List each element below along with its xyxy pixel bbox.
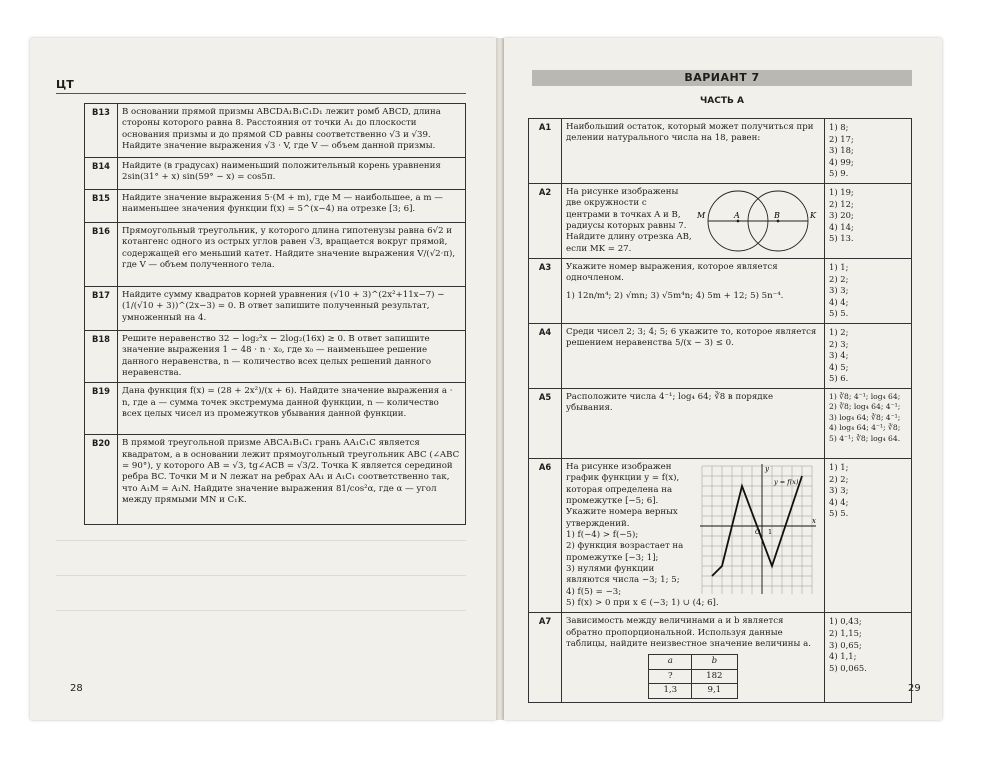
answer-options: 1) 19; 2) 12; 3) 20; 4) 14; 5) 13. [825,183,912,258]
table-cell: 9,1 [692,684,737,698]
task-cell [562,183,825,258]
book-spine [496,38,504,720]
task-number: B20 [85,435,118,525]
task-row [529,119,912,184]
task-number: B13 [85,104,118,158]
label-b: B [774,210,780,220]
task-text: Наибольший остаток, который может получиться при делении натурального числа на 18, равен: [562,119,825,184]
task-number: A4 [529,324,562,389]
answer-options: 1) ∛8; 4⁻¹; log₄ 64; 2) ∛8; log₄ 64; 4⁻¹; 3) log₄ 64; ∛8; 4⁻¹; 4) log₄ 64; 4⁻¹; ∛8; 5) 4⁻¹; ∛8; log₄ 64. [825,388,912,458]
task-number: A6 [529,458,562,612]
table-cell: 182 [692,669,737,683]
page-number: 28 [70,683,83,694]
page-number: 29 [908,683,921,694]
task-text: Найдите (в градусах) наименьший положительный корень уравнения 2sin(31° + x) sin(59° − x) = cos5π. [118,158,466,190]
running-header: ЦТ [56,78,466,94]
data-table [648,654,737,698]
task-text: Среди чисел 2; 3; 4; 5; 6 укажите то, которое является решением неравенства 5/(x − 3) ≤ 0. [562,324,825,389]
table-header-row [649,655,737,669]
y-axis-label: y [765,464,769,473]
part-title: ЧАСТЬ А [700,96,744,106]
task-number: A1 [529,119,562,184]
task-number: A2 [529,183,562,258]
task-expressions: 1) 12n/m⁴; 2) √mn; 3) √5m⁴n; 4) 5m + 12; 5) 5n⁻⁴. [566,290,784,301]
task-row [529,613,912,702]
table-row [649,684,737,698]
answer-options: 1) 1; 2) 2; 3) 3; 4) 4; 5) 5. [825,259,912,324]
task-text: Расположите числа 4⁻¹; log₄ 64; ∛8 в порядке убывания. [562,388,825,458]
task-row [85,435,466,525]
task-row [85,158,466,190]
unit-label: 1 [768,527,773,536]
answer-options: 1) 2; 2) 3; 3) 4; 4) 5; 5) 6. [825,324,912,389]
task-row [529,458,912,612]
label-m: M [697,210,706,220]
origin-label: O [755,527,761,536]
task-text: Зависимость между величинами a и b является обратно пропорциональной. Используя данные таблицы, найдите неизвестное значение величины a. [566,616,811,650]
task-number: B15 [85,190,118,223]
task-text: В прямой треугольной призме ABCA₁B₁C₁ грань AA₁C₁C является квадратом, а в основании лежит прямоугольный треугольник ABC (∠ABC = 90°), у которого AB = √3, tg∠ACB = √3/2. Точка K является серединой ребра BC. Точки M и N лежат на ребрах AA₁ и A₁C₁ соответственно так, что A₁M = A₁N. Найдите значение выражения 81/cos²α, где α — угол между прямыми MN и C₁K. [118,435,466,525]
task-text: Найдите сумму квадратов корней уравнения (√10 + 3)^(2x²+11x−7) − (1/(√10 + 3))^(2x−3) = 0. В ответ запишите полученный результат, умноженный на 4. [118,287,466,331]
task-cell [562,613,825,702]
task-row [85,287,466,331]
task-text: Укажите номер выражения, которое является одночленом. [566,262,778,284]
task-row [529,388,912,458]
task-number: B17 [85,287,118,331]
task-text: На рисунке изображены две окружности с центрами в точках A и B, радиусы которых равны 7. Найдите длину отрезка AB, если MK = 27. [566,186,692,254]
task-number: B18 [85,331,118,383]
task-text: Найдите значение выражения 5·(M + m), где M — наибольшее, а m — наименьшее значения функции f(x) = 5^(x−4) на отрезке [3; 6]. [118,190,466,223]
task-text: Решите неравенство 32 − log₂²x − 2log₂(16x) ≥ 0. В ответ запишите значение выражения 1 − 48 · n · x₀, где x₀ — наименьшее решение данного неравенства, n — количество всех целых решений данного неравенства. [118,331,466,383]
task-text: В основании прямой призмы ABCDA₁B₁C₁D₁ лежит ромб ABCD, длина стороны которого равна 8. Расстояния от точки A₁ до плоскости основания призмы и до прямой CD равны соответственно √3 и √39. Найдите значение выражения √3 · V, где V — объем данной призмы. [118,104,466,158]
task-number: B16 [85,223,118,287]
task-row [85,190,466,223]
table-row [649,669,737,683]
task-text: Прямоугольный треугольник, у которого длина гипотенузы равна 6√2 и котангенс одного из острых углов равен √3, вращается вокруг прямой, содержащей его меньший катет. Найдите значение выражения V/(√2·π), где V — объем полученного тела. [118,223,466,287]
answer-options: 1) 1; 2) 2; 3) 3; 4) 4; 5) 5. [825,458,912,612]
function-label: y = f(x) [774,477,799,486]
label-k: K [810,210,816,220]
right-page-content [504,38,942,720]
task-row [85,383,466,435]
task-text: Дана функция f(x) = (28 + 2x²)/(x + 6). Найдите значение выражения a · n, где a — сумма точек экстремума данной функции, n — количество всех целых чисел из промежутков убывания данной функции. [118,383,466,435]
bleed-line [56,540,466,541]
task-number: A5 [529,388,562,458]
bleed-line [56,610,466,611]
answer-options: 1) 0,43; 2) 1,15; 3) 0,65; 4) 1,1; 5) 0,065. [825,613,912,702]
part-a-table [528,118,912,703]
bleed-line [56,575,466,576]
task-number: B19 [85,383,118,435]
task-number: B14 [85,158,118,190]
task-row [85,223,466,287]
task-row [529,324,912,389]
point-b [777,220,780,223]
task-number: A3 [529,259,562,324]
task-row [529,183,912,258]
task-text: На рисунке изображен график функции y = f(x), которая определена на промежутке [−5; 6]. Укажите номера верных утверждений. 1) f(−4) > f(−5); 2) функция возрастает на промежутке [−3; 1]; 3) нулями функции являются числа −3; 1; 5; 4) f(5) = −3; 5) f(x) > 0 при x ∈ (−3; 1) ∪ (4; 6]. [566,461,719,609]
task-row [529,259,912,324]
task-row [85,331,466,383]
answer-options: 1) 8; 2) 17; 3) 18; 4) 99; 5) 9. [825,119,912,184]
variant-title: ВАРИАНТ 7 [532,70,912,86]
column-header: a [649,655,692,669]
task-cell [562,259,825,324]
point-a [737,220,740,223]
task-row [85,104,466,158]
task-number: A7 [529,613,562,702]
part-b-table [84,103,466,525]
table-cell: ? [649,669,692,683]
column-header: b [692,655,737,669]
label-a: A [734,210,740,220]
two-circles-figure [692,187,820,253]
task-cell [562,458,825,612]
function-graph [698,462,820,598]
x-axis-label: x [812,516,816,525]
table-cell: 1,3 [649,684,692,698]
